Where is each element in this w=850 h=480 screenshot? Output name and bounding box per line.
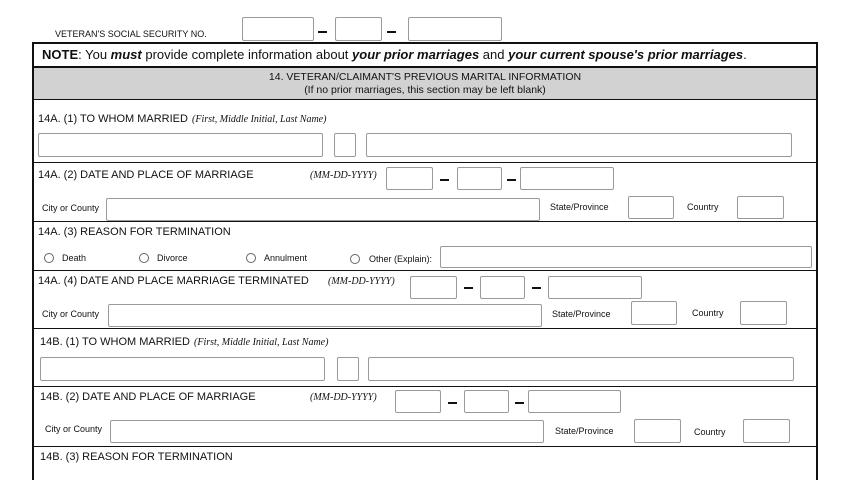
- 14b-whom-label: 14B. (1) TO WHOM MARRIED: [40, 336, 190, 348]
- 14a-death-radio[interactable]: [44, 253, 54, 263]
- 14a-whom-hint: (First, Middle Initial, Last Name): [192, 114, 327, 125]
- 14a-date-place-label: 14A. (2) DATE AND PLACE OF MARRIAGE: [38, 169, 254, 181]
- 14b-state-field[interactable]: [634, 419, 681, 443]
- divider-14b-1: [32, 386, 818, 387]
- 14a-city-field[interactable]: [106, 198, 540, 221]
- 14a-term-dash-1: [464, 287, 473, 289]
- 14b-country-field[interactable]: [743, 419, 790, 443]
- section-header: [32, 68, 818, 100]
- 14a-terminated-format: (MM-DD-YYYY): [328, 276, 395, 287]
- 14b-marriage-day-field[interactable]: [464, 390, 509, 413]
- 14a-last-name-field[interactable]: [366, 133, 792, 157]
- 14a-reason-label: 14A. (3) REASON FOR TERMINATION: [38, 226, 231, 238]
- 14b-first-name-field[interactable]: [40, 357, 325, 381]
- 14b-reason-label: 14B. (3) REASON FOR TERMINATION: [40, 451, 233, 463]
- 14a-term-dash-2: [532, 287, 541, 289]
- 14a-term-country-label: Country: [692, 308, 724, 318]
- 14a-state-field[interactable]: [628, 196, 674, 219]
- divider-14a-2: [32, 221, 818, 222]
- ssn-part2-field[interactable]: [335, 17, 382, 41]
- divider-14a-4: [32, 328, 818, 329]
- 14b-date-format: (MM-DD-YYYY): [310, 392, 377, 403]
- 14b-last-name-field[interactable]: [368, 357, 794, 381]
- 14a-term-year-field[interactable]: [548, 276, 642, 299]
- 14a-term-city-label: City or County: [42, 309, 100, 319]
- 14a-term-country-field[interactable]: [740, 301, 787, 325]
- ssn-part1-field[interactable]: [242, 17, 314, 41]
- 14a-other-radio[interactable]: [350, 254, 360, 264]
- ssn-label: VETERAN'S SOCIAL SECURITY NO.: [55, 29, 207, 39]
- 14b-city-label: City or County: [45, 424, 103, 434]
- 14a-marriage-year-field[interactable]: [520, 167, 614, 190]
- 14a-annulment-label: Annulment: [264, 253, 308, 263]
- 14a-divorce-label: Divorce: [157, 253, 188, 263]
- 14a-middle-initial-field[interactable]: [334, 133, 356, 157]
- 14a-term-state-field[interactable]: [631, 301, 677, 325]
- 14a-other-explain-field[interactable]: [440, 246, 812, 268]
- 14a-divorce-radio[interactable]: [139, 253, 149, 263]
- note-text-3: and: [479, 47, 509, 62]
- ssn-dash-1: [318, 31, 327, 33]
- 14b-date-dash-2: [515, 402, 524, 404]
- 14a-marriage-day-field[interactable]: [457, 167, 502, 190]
- note-text-1: : You: [78, 47, 111, 62]
- 14a-marriage-month-field[interactable]: [386, 167, 433, 190]
- 14b-marriage-year-field[interactable]: [528, 390, 621, 413]
- 14a-term-day-field[interactable]: [480, 276, 525, 299]
- 14a-death-label: Death: [62, 253, 87, 263]
- section-subtitle: (If no prior marriages, this section may be left blank): [304, 84, 546, 96]
- 14b-city-field[interactable]: [110, 420, 544, 443]
- note-prior: your prior marriages: [352, 47, 480, 62]
- 14b-state-label: State/Province: [555, 426, 614, 436]
- 14b-date-dash-1: [448, 402, 457, 404]
- 14a-country-field[interactable]: [737, 196, 784, 219]
- 14a-state-label: State/Province: [550, 202, 609, 212]
- divider-14b-2: [32, 446, 818, 447]
- 14a-annulment-radio[interactable]: [246, 253, 256, 263]
- 14a-first-name-field[interactable]: [38, 133, 323, 157]
- note-spouse: your current spouse's prior marriages: [508, 47, 744, 62]
- 14a-terminated-label: 14A. (4) DATE AND PLACE MARRIAGE TERMINATED: [38, 275, 309, 287]
- 14b-whom-hint: (First, Middle Initial, Last Name): [194, 337, 329, 348]
- 14a-term-month-field[interactable]: [410, 276, 457, 299]
- note-must: must: [110, 47, 142, 62]
- 14a-term-state-label: State/Province: [552, 309, 611, 319]
- 14b-middle-initial-field[interactable]: [337, 357, 359, 381]
- 14a-date-dash-2: [507, 179, 516, 181]
- note-prefix: NOTE: [42, 47, 79, 62]
- 14a-city-label: City or County: [42, 203, 100, 213]
- note-text-4: .: [743, 47, 747, 62]
- 14a-whom-label: 14A. (1) TO WHOM MARRIED: [38, 113, 188, 125]
- ssn-part3-field[interactable]: [408, 17, 502, 41]
- note-text-2: provide complete information about: [141, 47, 353, 62]
- 14a-country-label: Country: [687, 202, 719, 212]
- 14a-date-format: (MM-DD-YYYY): [310, 170, 377, 181]
- ssn-dash-2: [387, 31, 396, 33]
- 14b-date-place-label: 14B. (2) DATE AND PLACE OF MARRIAGE: [40, 391, 256, 403]
- divider-14a-3: [32, 270, 818, 271]
- 14a-term-city-field[interactable]: [108, 304, 542, 327]
- 14a-other-label: Other (Explain):: [369, 254, 433, 264]
- 14b-country-label: Country: [694, 427, 726, 437]
- 14b-marriage-month-field[interactable]: [395, 390, 441, 413]
- section-title: 14. VETERAN/CLAIMANT'S PREVIOUS MARITAL INFORMATION: [268, 71, 582, 83]
- note-banner: [32, 42, 818, 68]
- 14a-date-dash-1: [440, 179, 449, 181]
- divider-14a-1: [32, 162, 818, 163]
